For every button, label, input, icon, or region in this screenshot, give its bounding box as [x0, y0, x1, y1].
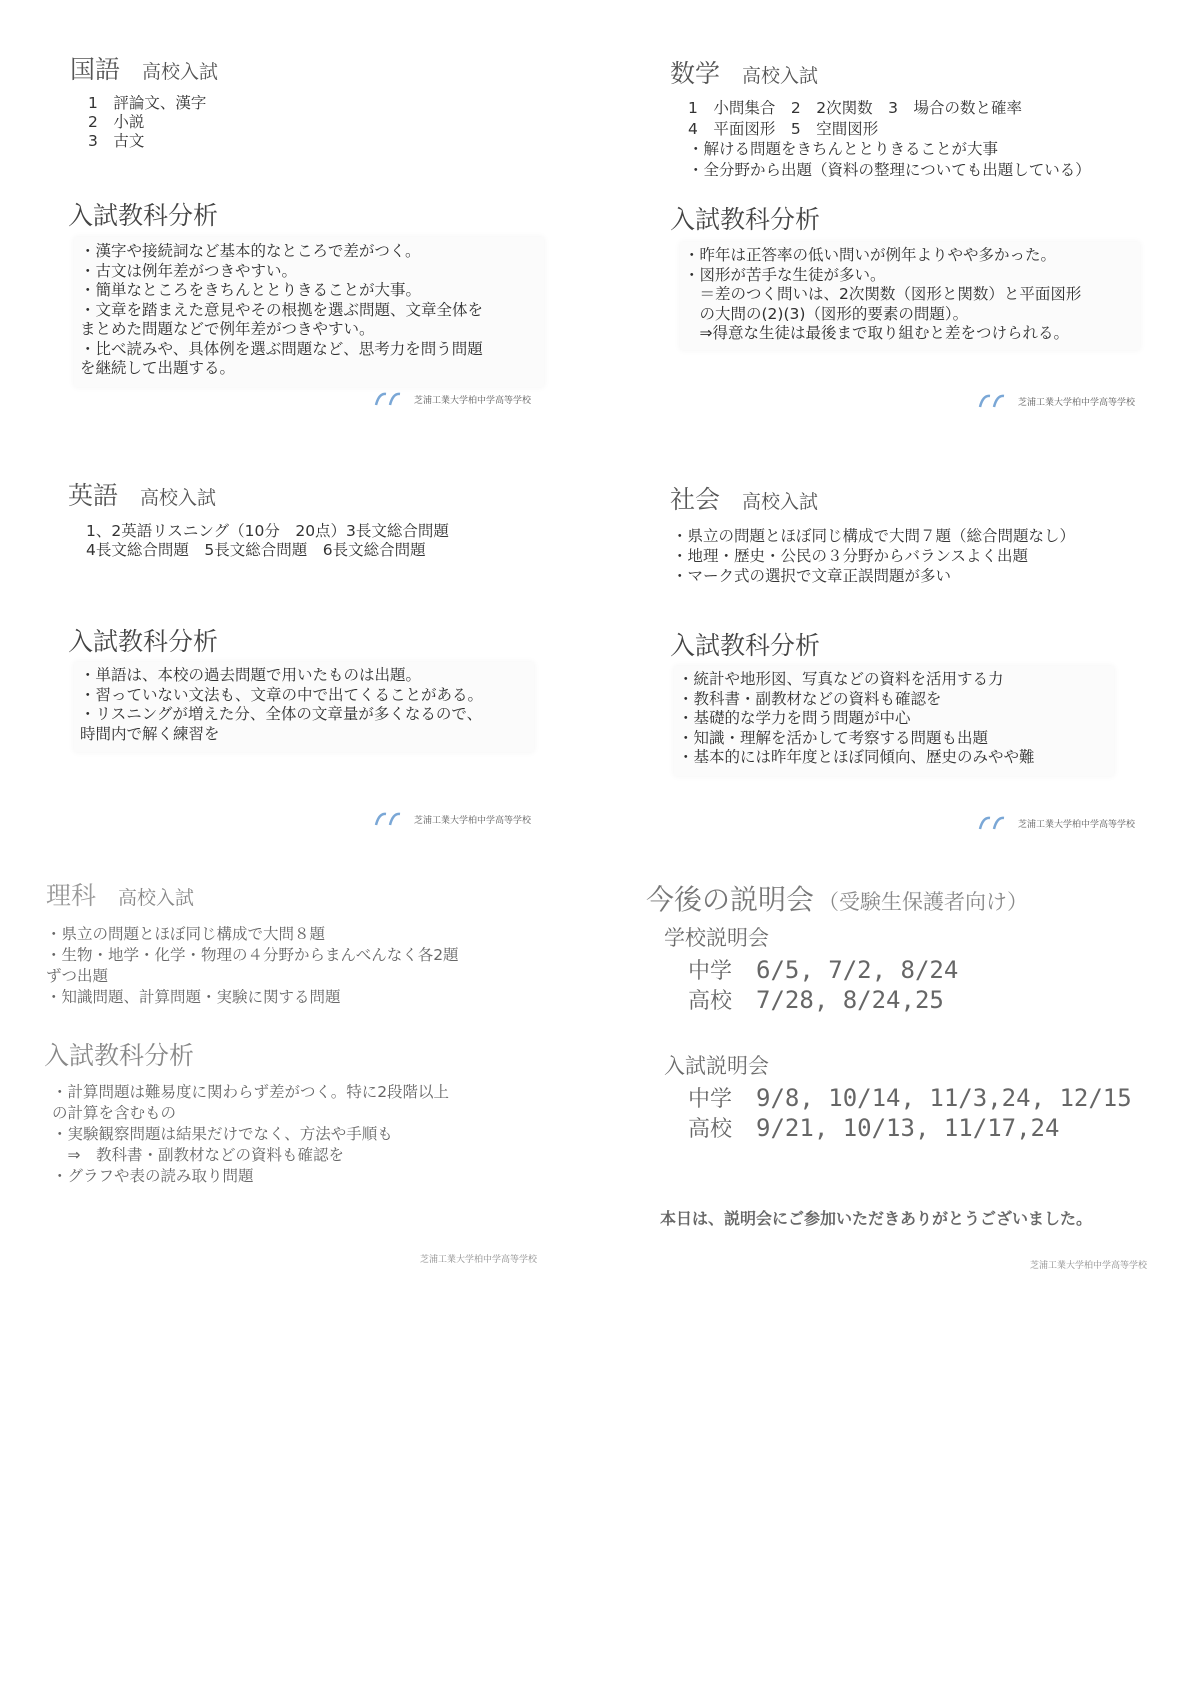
schedule-dates: 7/28, 8/24,25: [756, 986, 944, 1014]
exam-session-heading: 入試説明会: [664, 1054, 769, 1078]
analysis-line: の大問の(2)(3)（図形的要素の問題）。: [684, 304, 969, 323]
analysis-line: ・実験観察問題は結果だけでなく、方法や手順も: [52, 1125, 393, 1143]
rika-items: [46, 924, 459, 1008]
schedule-label: 中学: [688, 1087, 733, 1112]
analysis-line: ・比べ読みや、具体例を選ぶ問題など、思考力を問う問題: [80, 339, 483, 358]
subject-name: 数学: [670, 59, 721, 88]
schedule-row: [688, 954, 958, 985]
analysis-line: ・知識・理解を活かして考察する問題も出題: [678, 728, 989, 747]
analysis-line: ・古文は例年差がつきやすい。: [80, 261, 298, 280]
analysis-line: を継続して出題する。: [80, 359, 236, 377]
school-logo-icon: [978, 394, 1012, 411]
exam-type: 高校入試: [142, 61, 219, 83]
analysis-heading: 入試教科分析: [44, 1041, 195, 1070]
schedule-row: [688, 984, 944, 1015]
analysis-line: ・統計や地形図、写真などの資料を活用する力: [678, 670, 1004, 688]
list-item: ・知識問題、計算問題・実験に関する問題: [46, 988, 341, 1006]
analysis-line: 時間内で解く練習を: [80, 724, 220, 743]
kokugo-title: [70, 50, 218, 86]
shakai-title: [670, 480, 818, 516]
analysis-line: ・習っていない文法も、文章の中で出てくることがある。: [80, 685, 484, 704]
list-item: 4長文総合問題 5長文総合問題 6長文総合問題: [86, 541, 426, 559]
kokugo-items: [88, 94, 206, 151]
school-logo-icon: [374, 392, 408, 409]
analysis-heading: 入試教科分析: [670, 205, 821, 234]
school-footer: 芝浦工業大学柏中学高等学校: [420, 1255, 538, 1265]
analysis-line: ・図形が苦手な生徒が多い。: [684, 265, 886, 284]
list-item: 2 小説: [88, 113, 145, 131]
analysis-line: の計算を含むもの: [52, 1104, 177, 1122]
analysis-heading: 入試教科分析: [68, 201, 219, 230]
list-item: ・全分野から出題（資料の整理についても出題している）: [688, 160, 1091, 179]
analysis-line: ・漢字や接続詞など基本的なところで差がつく。: [80, 242, 421, 260]
analysis-line: ＝差のつく問いは、2次関数（図形と関数）と平面図形: [684, 285, 1082, 303]
school-name: 芝浦工業大学柏中学高等学校: [414, 396, 532, 406]
analysis-line: ・計算問題は難易度に関わらず差がつく。特に2段階以上: [52, 1083, 450, 1101]
analysis-line: ⇒得意な生徒は最後まで取り組むと差をつけられる。: [684, 324, 1069, 342]
exam-type: 高校入試: [742, 491, 819, 513]
analysis-heading: 入試教科分析: [670, 631, 821, 660]
list-item: ・生物・地学・化学・物理の４分野からまんべんなく各2題: [46, 946, 459, 964]
analysis-heading: 入試教科分析: [68, 627, 219, 656]
list-item: 4 平面図形 5 空間図形: [688, 119, 879, 138]
list-item: ・県立の問題とほぼ同じ構成で大問７題（総合問題なし）: [672, 527, 1076, 545]
analysis-line: ・基礎的な学力を問う問題が中心: [678, 709, 911, 727]
shakai-items: [672, 526, 1075, 586]
sugaku-title: [670, 54, 818, 90]
school-footer: 芝浦工業大学柏中学高等学校: [1030, 1261, 1148, 1271]
school-logo-icon: [978, 816, 1012, 833]
school-session-heading: 学校説明会: [664, 926, 769, 950]
exam-type: 高校入試: [742, 65, 819, 87]
schedule-dates: 9/8, 10/14, 11/3,24, 12/15: [756, 1084, 1132, 1112]
analysis-line: ・単語は、本校の過去問題で用いたものは出題。: [80, 666, 422, 684]
eigo-analysis: [80, 666, 483, 744]
subject-name: 社会: [670, 485, 721, 514]
analysis-line: ・簡単なところをきちんととりきることが大事。: [80, 281, 422, 299]
list-item: 1 小問集合 2 2次関数 3 場合の数と確率: [688, 99, 1022, 117]
schedule-label: 中学: [688, 959, 733, 984]
list-item: ・マーク式の選択で文章正誤問題が多い: [672, 567, 952, 585]
school-name: 芝浦工業大学柏中学高等学校: [1018, 820, 1136, 830]
school-footer: [978, 394, 1135, 411]
list-item: ・県立の問題とほぼ同じ構成で大問８題: [46, 925, 326, 943]
list-item: ・解ける問題をきちんととりきることが大事: [688, 140, 999, 158]
rika-analysis: [52, 1082, 449, 1187]
setsumeikai-title: [646, 878, 1028, 918]
analysis-line: ⇒ 教科書・副教材などの資料も確認を: [52, 1146, 344, 1164]
section-title: 今後の説明会: [646, 883, 815, 916]
list-item: 1 評論文、漢字: [88, 94, 207, 112]
sugaku-items: [688, 98, 1091, 180]
subject-name: 国語: [70, 55, 121, 84]
schedule-row: [688, 1112, 1059, 1143]
analysis-line: ・昨年は正答率の低い問いが例年よりやや多かった。: [684, 246, 1057, 264]
list-item: 3 古文: [88, 132, 145, 150]
thanks-message: 本日は、説明会にご参加いただきありがとうございました。: [660, 1209, 1093, 1228]
schedule-dates: 6/5, 7/2, 8/24: [756, 956, 959, 984]
shakai-analysis: [678, 670, 1035, 768]
exam-type: 高校入試: [140, 487, 217, 509]
analysis-line: ・教科書・副教材などの資料も確認を: [678, 689, 942, 708]
list-item: ずつ出題: [46, 967, 109, 985]
list-item: 1、2英語リスニング（10分 20点）3長文総合問題: [86, 522, 449, 540]
kokugo-analysis: [80, 242, 483, 379]
eigo-title: [68, 476, 216, 512]
analysis-line: まとめた問題などで例年差がつきやすい。: [80, 320, 375, 338]
subject-name: 理科: [46, 881, 97, 910]
section-subtitle: （受験生保護者向け）: [818, 890, 1029, 914]
analysis-line: ・グラフや表の読み取り問題: [52, 1167, 254, 1185]
school-name: 芝浦工業大学柏中学高等学校: [414, 816, 532, 826]
analysis-line: ・リスニングが増えた分、全体の文章量が多くなるので、: [80, 705, 483, 723]
schedule-label: 高校: [688, 989, 733, 1014]
eigo-items: [86, 522, 449, 560]
analysis-line: ・文章を踏まえた意見やその根拠を選ぶ問題、文章全体を: [80, 300, 484, 319]
list-item: ・地理・歴史・公民の３分野からバランスよく出題: [672, 547, 1029, 565]
rika-title: [46, 876, 194, 912]
school-logo-icon: [374, 812, 408, 829]
schedule-label: 高校: [688, 1117, 733, 1142]
schedule-row: [688, 1082, 1132, 1113]
subject-name: 英語: [68, 481, 119, 510]
exam-type: 高校入試: [118, 887, 195, 909]
schedule-dates: 9/21, 10/13, 11/17,24: [756, 1114, 1060, 1142]
school-footer: [374, 812, 531, 829]
school-name: 芝浦工業大学柏中学高等学校: [1018, 398, 1136, 408]
analysis-line: ・基本的には昨年度とほぼ同傾向、歴史のみやや難: [678, 748, 1035, 766]
sugaku-analysis: [684, 246, 1081, 344]
school-footer: [978, 816, 1135, 833]
school-footer: [374, 392, 531, 409]
